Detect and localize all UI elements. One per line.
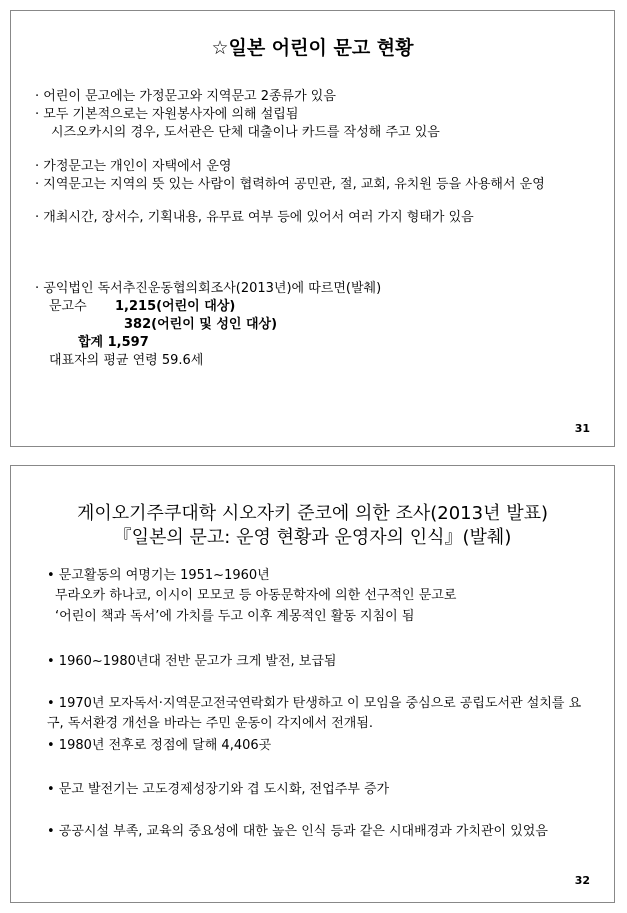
page-number: 32	[574, 874, 590, 887]
bullet-text: · 어린이 문고에는 가정문고와 지역문고 2종류가 있음	[35, 89, 336, 104]
bullet-text: • 1970년 모자독서·지역문고전국연락회가 탄생하고 이 모임을 중심으로 공립도서관 설치를 요구, 독서환경 개선을 바라는 주민 운동이 각지에서 전개됨.	[47, 696, 582, 731]
bullet-text: • 문고활동의 여명기는 1951~1960년	[47, 568, 270, 583]
bullet-text: · 개최시간, 장서수, 기획내용, 유무료 여부 등에 있어서 여러 가지 형태가 있음	[35, 210, 474, 225]
slide-32	[10, 465, 615, 903]
bullet-text: · 지역문고는 지역의 뜻 있는 사람이 협력하여 공민관, 절, 교회, 유치원 등을 사용해서 운영	[35, 177, 545, 192]
bullet-text: • 1980년 전후로 정점에 달해 4,406곳	[47, 738, 272, 753]
slide-title: ☆일본 어린이 문고 현황	[211, 37, 414, 59]
stat-label: 문고수	[49, 299, 87, 314]
bullet-continuation: ‘어린이 책과 독서’에 가치를 두고 이후 계몽적인 활동 지침이 됨	[55, 609, 415, 624]
bullet-text: · 가정문고는 개인이 자택에서 운영	[35, 159, 232, 174]
bullet-text: • 1960~1980년대 전반 문고가 크게 발전, 보급됨	[47, 654, 337, 669]
slide-subtitle: 『일본의 문고: 운영 현황과 운영자의 인식』(발췌)	[113, 527, 512, 548]
bullet-continuation: 무라오카 하나코, 이시이 모모코 등 아동문학자에 의한 선구적인 문고로	[55, 588, 457, 603]
stat-total: 합계 1,597	[78, 335, 149, 350]
stat-avg-age: 대표자의 평균 연령 59.6세	[49, 353, 204, 368]
slide-title: 게이오기주쿠대학 시오자키 준코에 의한 조사(2013년 발표)	[77, 503, 548, 524]
bullet-text: • 문고 발전기는 고도경제성장기와 겹 도시화, 전업주부 증가	[47, 782, 390, 797]
stat-value: 1,215(어린이 대상)	[115, 299, 236, 314]
page-number: 31	[574, 422, 590, 435]
bullet-continuation: 시즈오카시의 경우, 도서관은 단체 대출이나 카드를 작성해 주고 있음	[51, 125, 440, 140]
bullet-text: · 공익법인 독서추진운동협의회조사(2013년)에 따르면(발췌)	[35, 281, 382, 296]
bullet-text: · 모두 기본적으로는 자원봉사자에 의해 설립됨	[35, 107, 299, 122]
bullet-text: • 공공시설 부족, 교육의 중요성에 대한 높은 인식 등과 같은 시대배경과 가치관이 있었음	[47, 824, 548, 839]
stat-value: 382(어린이 및 성인 대상)	[124, 317, 278, 332]
slide-31	[10, 10, 615, 447]
